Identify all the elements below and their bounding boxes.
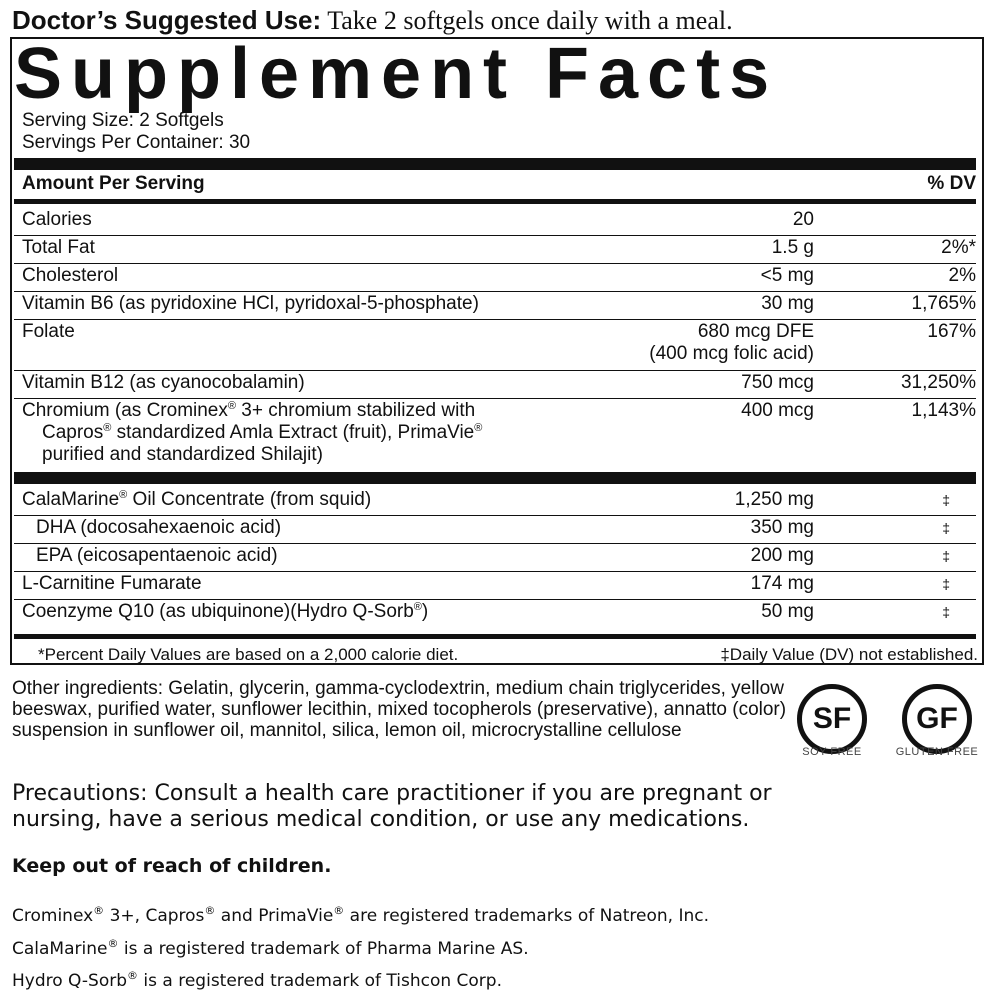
thick-divider (14, 472, 976, 484)
footnote-dv-not-established: ‡Daily Value (DV) not established. (720, 645, 978, 664)
suggested-use-text: Take 2 softgels once daily with a meal. (321, 6, 733, 35)
medium-divider (14, 199, 976, 204)
medium-divider (14, 634, 976, 639)
trademark-natreon: Crominex® 3+, Capros® and PrimaVie® are registered trademarks of Natreon, Inc. (12, 904, 710, 926)
gluten-free-label: GLUTEN FREE (895, 746, 979, 758)
serving-size: Serving Size: 2 Softgels (22, 110, 224, 131)
suggested-use-label: Doctor’s Suggested Use: (12, 5, 322, 35)
panel-title: Supplement Facts (14, 34, 779, 114)
keep-out-warning: Keep out of reach of children. (12, 855, 332, 877)
dv-header: % DV (927, 173, 976, 194)
footnote-dv-basis: *Percent Daily Values are based on a 2,000 calorie diet. (38, 645, 459, 664)
thick-divider (14, 158, 976, 170)
gluten-free-icon: GF (902, 684, 972, 754)
trademark-tishcon: Hydro Q-Sorb® is a registered trademark of Tishcon Corp. (12, 969, 502, 991)
servings-per-container: Servings Per Container: 30 (22, 132, 251, 153)
row-divider (14, 263, 976, 264)
row-divider (14, 398, 976, 399)
row-divider (14, 599, 976, 600)
suggested-use-line (12, 4, 992, 37)
amount-per-serving-header: Amount Per Serving (22, 173, 205, 194)
row-divider (14, 515, 976, 516)
soy-free-label: SOY FREE (802, 746, 862, 758)
table-row: Folate 680 mcg DFE (400 mcg folic acid) 167% (22, 321, 976, 364)
other-ingredients: Other ingredients: Gelatin, glycerin, gamma-cyclodextrin, medium chain triglycerides, yellow beeswax, purified water, sunflower lecithin, mixed tocopherols (preservative), annatto (color) suspension in sunflower oil, mannitol, silica, lemon oil, microcrystalline cellulose (12, 678, 787, 741)
row-divider (14, 370, 976, 371)
precautions-text: Precautions: Consult a health care practitioner if you are pregnant or nursing, have a serious medical condition, or use any medications. (12, 781, 772, 832)
row-divider (14, 235, 976, 236)
soy-free-icon: SF (797, 684, 867, 754)
row-divider (14, 291, 976, 292)
row-divider (14, 571, 976, 572)
row-divider (14, 319, 976, 320)
table-row: Chromium (as Crominex® 3+ chromium stabilized with Capros® standardized Amla Extract (fruit), PrimaVie® purified and standardized Shilajit) 400 mcg 1,143% (22, 400, 976, 465)
row-divider (14, 543, 976, 544)
trademark-pharma-marine: CalaMarine® is a registered trademark of Pharma Marine AS. (12, 937, 529, 959)
